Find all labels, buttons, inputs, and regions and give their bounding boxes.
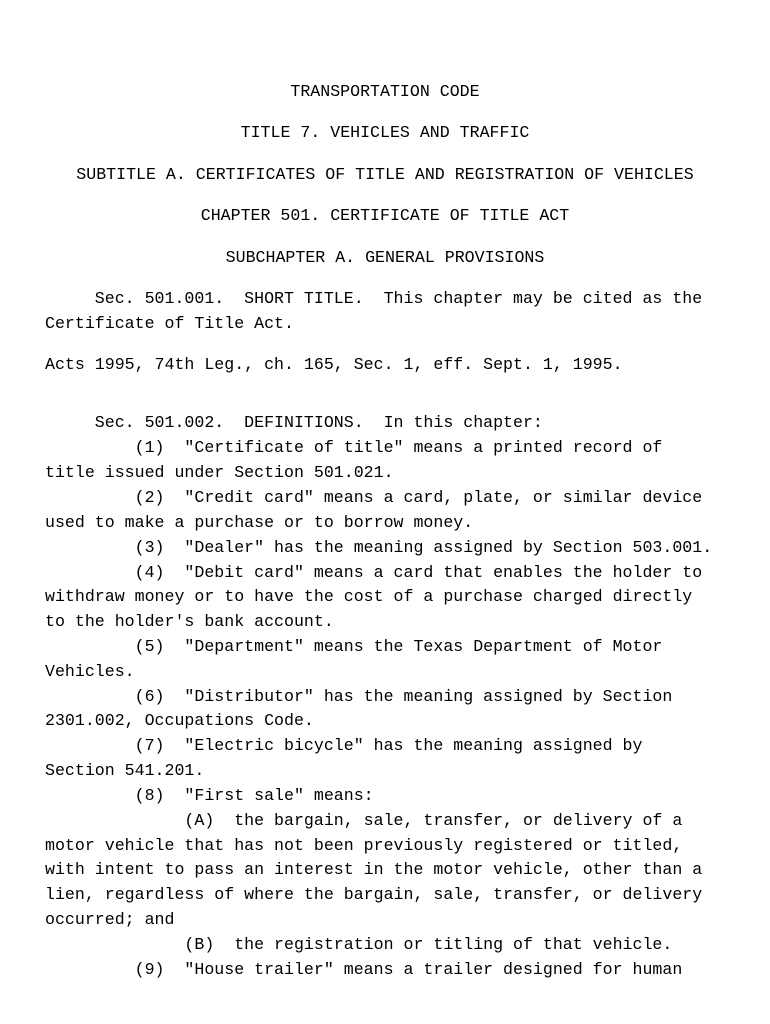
sec-002-line: Vehicles.: [45, 662, 135, 681]
sec-002-line: (9) "House trailer" means a trailer designed for human: [45, 960, 683, 979]
subtitle-heading: SUBTITLE A. CERTIFICATES OF TITLE AND REGISTRATION OF VEHICLES: [76, 165, 694, 184]
sec-002-line: 2301.002, Occupations Code.: [45, 711, 314, 730]
sec-002-line: (3) "Dealer" has the meaning assigned by Section 503.001.: [45, 538, 713, 557]
sec-002-line: Sec. 501.002. DEFINITIONS. In this chapter:: [45, 413, 543, 432]
sec-002-line: (2) "Credit card" means a card, plate, or similar device: [45, 488, 703, 507]
sec-002-line: lien, regardless of where the bargain, sale, transfer, or delivery: [45, 885, 703, 904]
sec-002-line: (A) the bargain, sale, transfer, or delivery of a: [45, 811, 683, 830]
sec-002-line: (8) "First sale" means:: [45, 786, 374, 805]
sec-001-line: Certificate of Title Act.: [45, 314, 294, 333]
sec-002-line: title issued under Section 501.021.: [45, 463, 394, 482]
title-heading: TITLE 7. VEHICLES AND TRAFFIC: [240, 123, 530, 142]
sec-002-line: Section 541.201.: [45, 761, 205, 780]
sec-002-line: (7) "Electric bicycle" has the meaning assigned by: [45, 736, 643, 755]
code-heading: TRANSPORTATION CODE: [290, 82, 480, 101]
sec-002-line: motor vehicle that has not been previously registered or titled,: [45, 836, 683, 855]
sec-002-line: (6) "Distributor" has the meaning assigned by Section: [45, 687, 673, 706]
sec-002-line: to the holder's bank account.: [45, 612, 334, 631]
sec-002-line: used to make a purchase or to borrow money.: [45, 513, 474, 532]
subchapter-heading: SUBCHAPTER A. GENERAL PROVISIONS: [225, 248, 545, 267]
sec-002-line: (1) "Certificate of title" means a printed record of: [45, 438, 663, 457]
sec-001-history: Acts 1995, 74th Leg., ch. 165, Sec. 1, eff. Sept. 1, 1995.: [45, 355, 623, 374]
sec-002-line: (B) the registration or titling of that vehicle.: [45, 935, 673, 954]
sec-001-line: Sec. 501.001. SHORT TITLE. This chapter may be cited as the: [45, 289, 703, 308]
sec-002-line: occurred; and: [45, 910, 175, 929]
sec-002-line: (4) "Debit card" means a card that enables the holder to: [45, 563, 703, 582]
sec-002-line: withdraw money or to have the cost of a purchase charged directly: [45, 587, 693, 606]
sec-002-line: (5) "Department" means the Texas Department of Motor: [45, 637, 663, 656]
sec-002-line: with intent to pass an interest in the motor vehicle, other than a: [45, 860, 703, 879]
chapter-heading: CHAPTER 501. CERTIFICATE OF TITLE ACT: [200, 206, 570, 225]
